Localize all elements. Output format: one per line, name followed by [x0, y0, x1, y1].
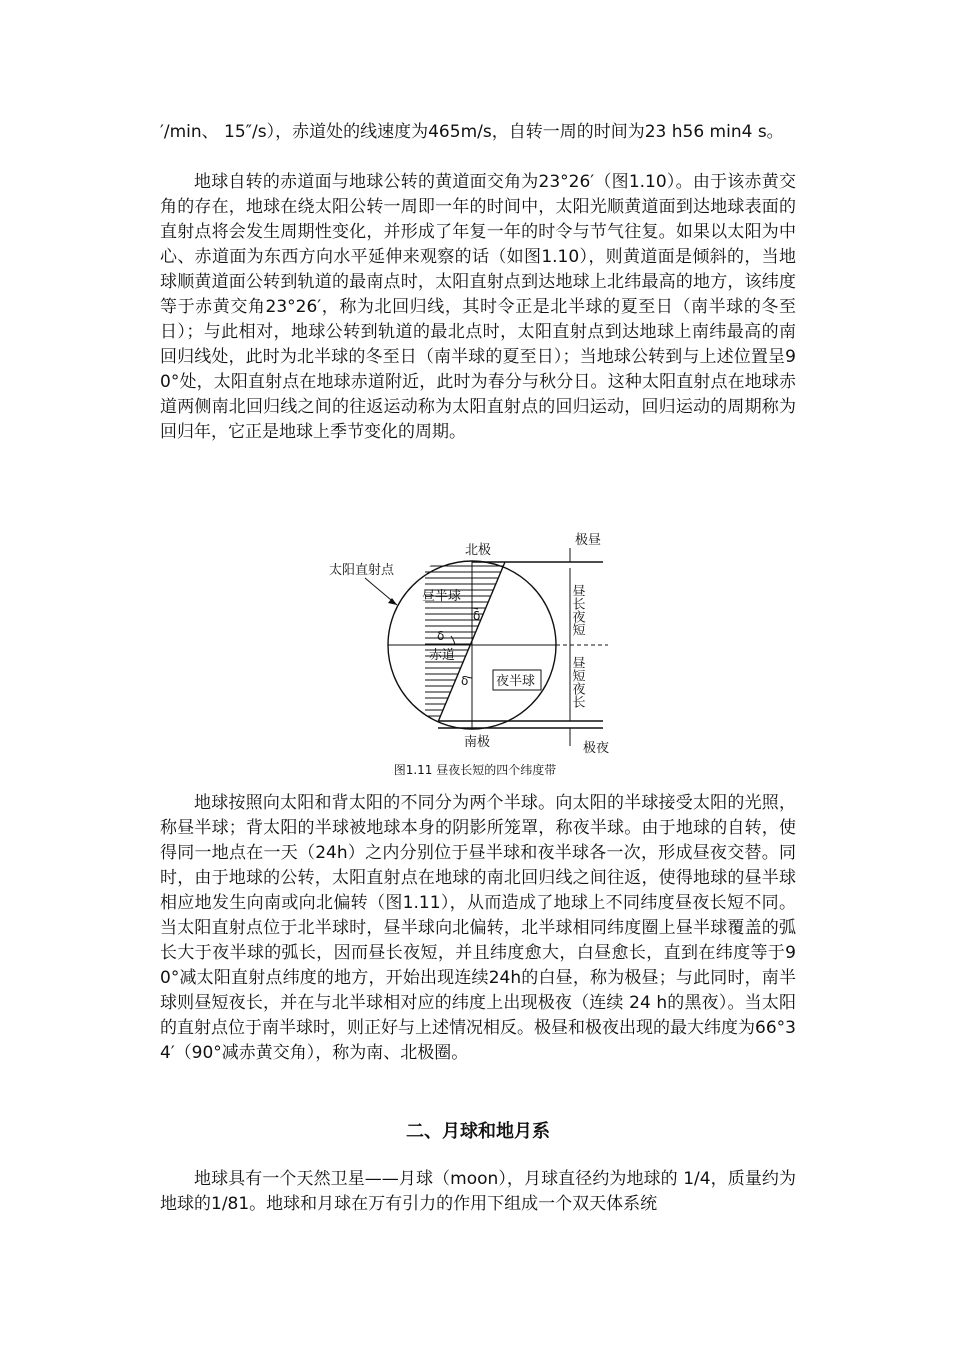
day-short-night-long-label: 昼短夜长 [569, 656, 585, 708]
south-pole-label: 南极 [464, 735, 491, 750]
day-hemisphere-label: 昼半球 [422, 589, 462, 604]
equator-label: 赤道 [429, 648, 456, 663]
polar-day-label: 极昼 [575, 533, 602, 548]
figure-caption: 图1.11 昼夜长短的四个纬度带 [393, 763, 557, 777]
paragraph-day-night: 地球按照向太阳和背太阳的不同分为两个半球。向太阳的半球接受太阳的光照，称昼半球；背太阳的半球被地球本身的阴影所笼罩，称夜半球。由于地球的自转，使得同一地点在一天（24h）之内分别位于昼半球和夜半球各一次，形成昼夜交替。同时，由于地球的公转，太阳直射点在地球的南北回归线之间往返，使得地球的昼半球相应地发生向南或向北偏转（图1.11），从而造成了地球上不同纬度昼夜长短不同。当太阳直射点位于北半球时，昼半球向北偏转，北半球相同纬度圈上昼半球覆盖的弧长大于夜半球的弧长，因而昼长夜短，并且纬度愈大，白昼愈长，直到在纬度等于90°减太阳直射点纬度的地方，开始出现连续24h的白昼，称为极昼；与此同时，南半球则昼短夜长，并在与北半球相对应的纬度上出现极夜（连续 24 h的黑夜）。当太阳的直射点位于南半球时，则正好与上述情况相反。极昼和极夜出现的最大纬度为66°34′（90°减赤黄交角），称为南、北极圈。 [160, 793, 796, 1063]
night-hemisphere-label: 夜半球 [496, 674, 536, 689]
polar-night-label: 极夜 [583, 741, 610, 756]
delta-label-upper: δ [473, 609, 481, 623]
subsolar-point-label: 太阳直射点 [329, 563, 395, 578]
delta-label-center: δ [437, 629, 445, 643]
paragraph-moon: 地球具有一个天然卫星——月球（moon），月球直径约为地球的 1/4，质量约为地球的1/81。地球和月球在万有引力的作用下组成一个双天体系统 [160, 1169, 796, 1214]
delta-label-lower: δ [461, 674, 469, 688]
day-long-night-short-label: 昼长夜短 [569, 584, 585, 636]
paragraph-ecliptic: 地球自转的赤道面与地球公转的黄道面交角为23°26′（图1.10）。由于该赤黄交角的存在，地球在绕太阳公转一周即一年的时间中，太阳光顺黄道面到达地球表面的直射点将会发生周期性变化，并形成了年复一年的时令与节气往复。如果以太阳为中心、赤道面为东西方向水平延伸来观察的话（如图1.10），则黄道面是倾斜的，当地球顺黄道面公转到轨道的最南点时，太阳直射点到达地球上北纬最高的地方，该纬度等于赤黄交角23°26′，称为北回归线，其时令正是北半球的夏至日（南半球的冬至日）；与此相对，地球公转到轨道的最北点时，太阳直射点到达地球上南纬最高的南回归线处，此时为北半球的冬至日（南半球的夏至日）；当地球公转到与上述位置呈90°处，太阳直射点在地球赤道附近，此时为春分与秋分日。这种太阳直射点在地球赤道两侧南北回归线之间的往返运动称为太阳直射点的回归运动，回归运动的周期称为回归年，它正是地球上季节变化的周期。 [160, 172, 796, 442]
paragraph-rotation-speed: ′/min、 15″/s），赤道处的线速度为465m/s，自转一周的时间为23 h56 min4 s。 [160, 122, 784, 142]
section-heading: 二、月球和地月系 [406, 1121, 550, 1142]
figure-day-night-latitude-zones [325, 528, 625, 760]
north-pole-label: 北极 [465, 543, 492, 558]
